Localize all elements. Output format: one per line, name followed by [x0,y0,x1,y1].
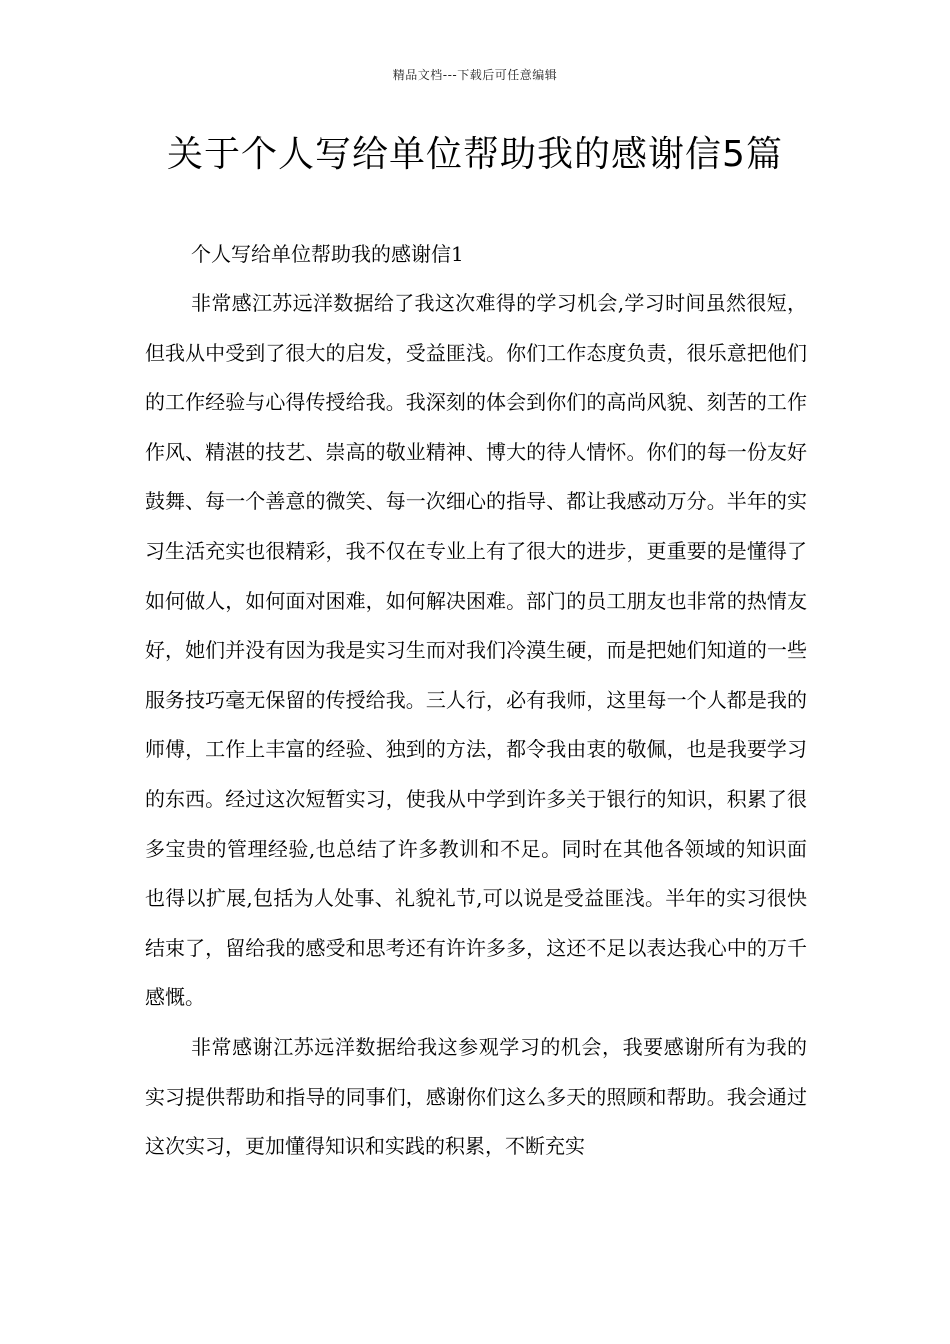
document-title: 关于个人写给单位帮助我的感谢信5篇 [167,134,783,175]
section-heading: 个人写给单位帮助我的感谢信1 [191,242,464,266]
header-note: 精品文档---下载后可任意编辑 [392,68,558,82]
document-body [145,229,807,1172]
paragraph-2: 非常感谢江苏远洋数据给我这参观学习的机会，我要感谢所有为我的实习提供帮助和指导的同事们，感谢你们这么多天的照顾和帮助。我会通过这次实习，更加懂得知识和实践的积累，不断充实 [145,1034,807,1159]
paragraph-1: 非常感江苏远洋数据给了我这次难得的学习机会,学习时间虽然很短，但我从中受到了很大的启发，受益匪浅。你们工作态度负责，很乐意把他们的工作经验与心得传授给我。我深刻的体会到你们的高尚风貌、刻苦的工作作风、精湛的技艺、崇高的敬业精神、博大的待人情怀。你们的每一份友好鼓舞、每一个善意的微笑、每一次细心的指导、都让我感动万分。半年的实习生活充实也很精彩，我不仅在专业上有了很大的进步，更重要的是懂得了如何做人，如何面对困难，如何解决困难。部门的员工朋友也非常的热情友好，她们并没有因为我是实习生而对我们冷漠生硬，而是把她们知道的一些服务技巧毫无保留的传授给我。三人行，必有我师，这里每一个人都是我的师傅，工作上丰富的经验、独到的方法，都令我由衷的敬佩，也是我要学习的东西。经过这次短暂实习，使我从中学到许多关于银行的知识，积累了很多宝贵的管理经验,也总结了许多教训和不足。同时在其他各领域的知识面也得以扩展,包括为人处事、礼貌礼节,可以说是受益匪浅。半年的实习很快结束了，留给我的感受和思考还有许许多多，这还不足以表达我心中的万千感慨。 [145,291,807,1010]
